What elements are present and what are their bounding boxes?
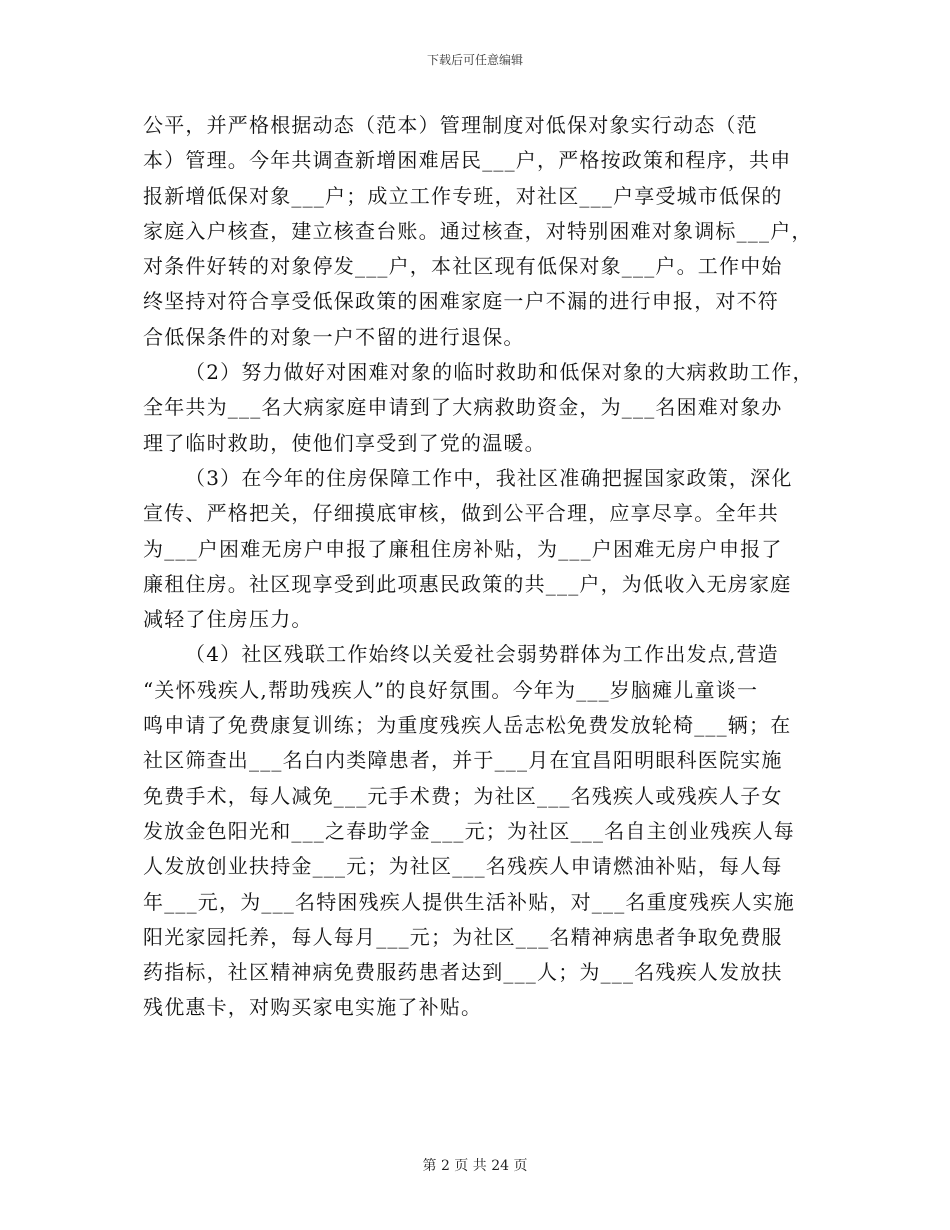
paragraph-2-first-line: （2）努力做好对困难对象的临时救助和低保对象的大病救助工作， (185, 360, 814, 385)
text-line: 对条件好转的对象停发___户，本社区现有低保对象___户。工作中始 (143, 254, 783, 279)
text-line: 公平，并严格根据动态（范本）管理制度对低保对象实行动态（范 (143, 113, 758, 137)
text-line: “关怀残疾人,帮助残疾人”的良好氛围。今年为___岁脑瘫儿童谈一 (143, 677, 759, 702)
text-line: 年___元，为___名特困残疾人提供生活补贴，对___名重度残疾人实施 (143, 889, 795, 914)
text-line: 社区筛查出___名白内类障患者，并于___月在宜昌阳明眼科医院实施 (143, 748, 783, 773)
text-line: 廉租住房。社区现享受到此项惠民政策的共___户，为低收入无房家庭 (143, 571, 792, 596)
text-line: 为___户困难无房户申报了廉租住房补贴，为___户困难无房户申报了 (143, 536, 783, 561)
text-line: 人发放创业扶持金___元；为社区___名残疾人申请燃油补贴，每人每 (143, 854, 783, 879)
text-line: 阳光家园托养，每人每月___元；为社区___名精神病患者争取免费服 (143, 924, 783, 949)
text-line: 宣传、严格把关，仔细摸底审核，做到公平合理，应享尽享。全年共 (143, 501, 779, 526)
text-line: 残优惠卡，对购买家电实施了补贴。 (143, 995, 483, 1020)
page-number: 第 2 页 共 24 页 (422, 1158, 528, 1174)
page-header-note: 下载后可任意编辑 (426, 53, 523, 67)
text-line: 发放金色阳光和___之春助学金___元；为社区___名自主创业残疾人每 (143, 818, 795, 843)
paragraph-3-first-line: （3）在今年的住房保障工作中，我社区准确把握国家政策，深化 (185, 465, 793, 490)
paragraph-4-first-line: （4）社区残联工作始终以关爱社会弱势群体为工作出发点,营造 (185, 642, 779, 667)
text-line: 减轻了住房压力。 (143, 607, 313, 632)
text-line: 合低保条件的对象一户不留的进行退保。 (143, 324, 525, 349)
text-line: 理了临时救助，使他们享受到了党的温暖。 (143, 430, 546, 455)
text-line: 终坚持对符合享受低保政策的困难家庭一户不漏的进行申报，对不符 (143, 289, 779, 314)
document-body (143, 108, 818, 1026)
text-line: 全年共为___名大病家庭申请到了大病救助资金，为___名困难对象办 (143, 395, 783, 420)
text-line: 免费手术，每人减免___元手术费；为社区___名残疾人或残疾人子女 (143, 783, 783, 808)
text-line: 家庭入户核查，建立核查台账。通过核查，对特别困难对象调标___户， (143, 218, 813, 243)
text-line: 本）管理。今年共调查新增困难居民___户，严格按政策和程序，共申 (143, 148, 792, 173)
text-line: 药指标，社区精神病免费服药患者达到___人；为___名残疾人发放扶 (143, 960, 783, 985)
text-line: 报新增低保对象___户；成立工作专班，对社区___户享受城市低保的 (143, 183, 783, 208)
text-line: 鸣申请了免费康复训练；为重度残疾人岳志松免费发放轮椅___辆；在 (143, 713, 792, 738)
